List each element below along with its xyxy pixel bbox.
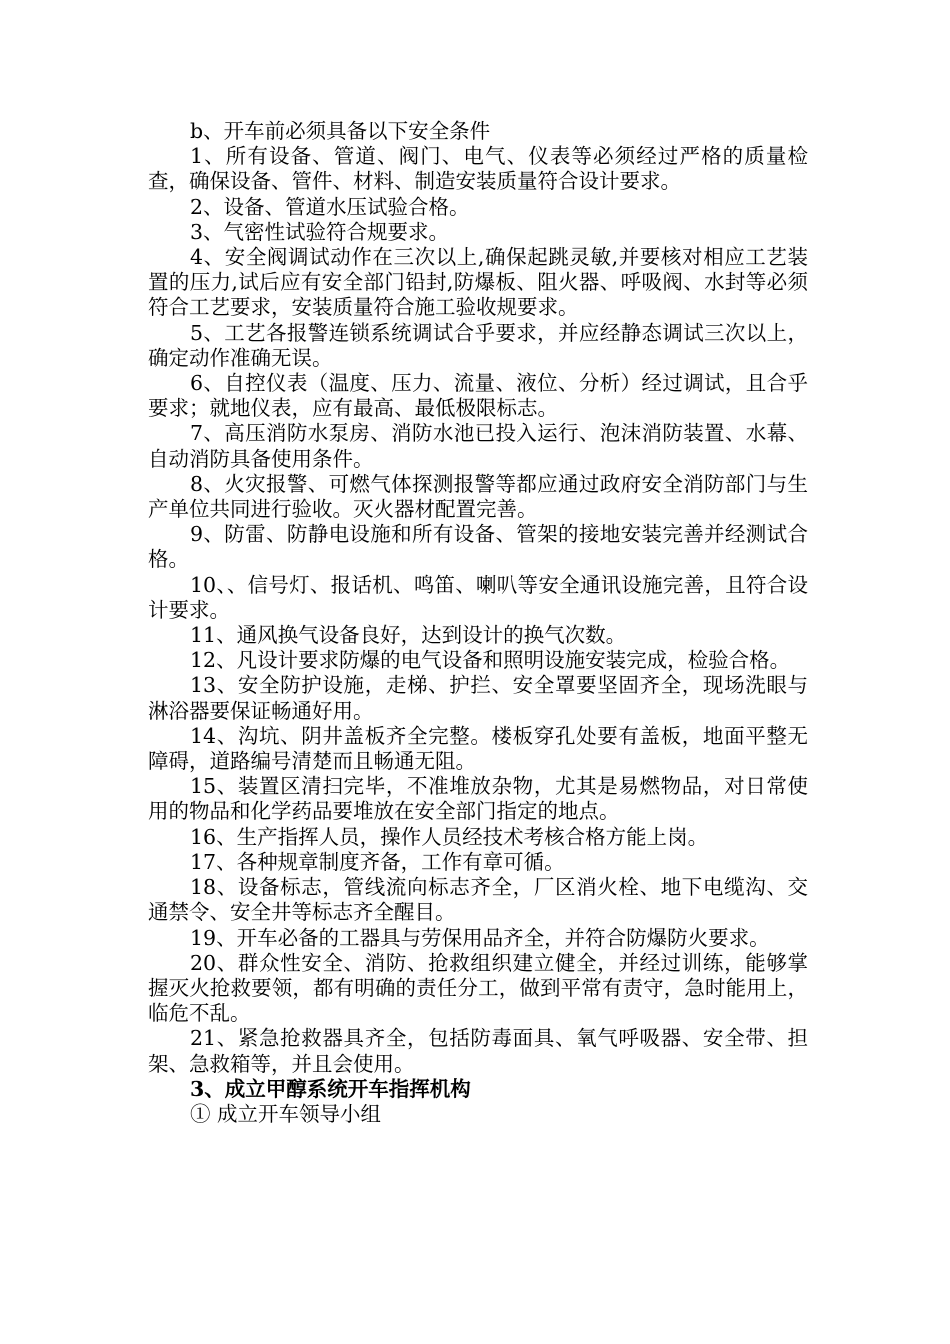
condition-item-9: 9、防雷、防静电设施和所有设备、管架的接地安装完善并经测试合格。 [148, 522, 808, 572]
condition-item-5: 5、工艺各报警连锁系统调试合乎要求，并应经静态调试三次以上，确定动作准确无误。 [148, 320, 808, 370]
condition-item-19: 19、开车必备的工器具与劳保用品齐全，并符合防爆防火要求。 [190, 925, 770, 950]
condition-item-12: 12、凡设计要求防爆的电气设备和照明设施安装完成，检验合格。 [190, 648, 791, 673]
section-heading: 3、成立甲醇系统开车指挥机构 [190, 1076, 471, 1101]
condition-item-6: 6、自控仪表（温度、压力、流量、液位、分析）经过调试，且合乎要求；就地仪表，应有最高、最低极限标志。 [148, 371, 808, 421]
condition-item-21: 21、紧急抢救器具齐全，包括防毒面具、氧气呼吸器、安全带、担架、急救箱等，并且会使用。 [148, 1026, 808, 1076]
condition-item-4: 4、安全阀调试动作在三次以上,确保起跳灵敏,并要核对相应工艺装置的压力,试后应有安全部门铅封,防爆板、阻火器、呼吸阀、水封等必须符合工艺要求，安装质量符合施工验收规要求。 [148, 245, 808, 320]
condition-item-3: 3、气密性试验符合规要求。 [190, 219, 450, 244]
condition-item-16: 16、生产指挥人员，操作人员经技术考核合格方能上岗。 [190, 824, 709, 849]
condition-item-8: 8、火灾报警、可燃气体探测报警等都应通过政府安全消防部门与生产单位共同进行验收。灭火器材配置完善。 [148, 471, 808, 522]
condition-item-15: 15、装置区清扫完毕，不准堆放杂物，尤其是易燃物品，对日常使用的物品和化学药品要堆放在安全部门指定的地点。 [148, 774, 808, 824]
condition-item-11: 11、通风换气设备良好，达到设计的换气次数。 [190, 623, 627, 648]
condition-item-2: 2、设备、管道水压试验合格。 [190, 194, 470, 219]
condition-item-10: 10、、信号灯、报话机、鸣笛、喇叭等安全通讯设施完善，且符合设计要求。 [148, 572, 808, 622]
sub-item: ① 成立开车领导小组 [190, 1101, 382, 1126]
intro-paragraph: b、开车前必须具备以下安全条件 [190, 119, 491, 143]
condition-item-18: 18、设备标志，管线流向标志齐全，厂区消火栓、地下电缆沟、交通禁令、安全井等标志齐全醒目。 [148, 875, 808, 925]
condition-item-17: 17、各种规章制度齐备，工作有章可循。 [190, 849, 565, 874]
condition-item-13: 13、安全防护设施，走梯、护拦、安全罩要坚固齐全，现场洗眼与淋浴器要保证畅通好用。 [148, 673, 808, 723]
condition-item-14: 14、沟坑、阴井盖板齐全完整。楼板穿孔处要有盖板，地面平整无障碍，道路编号清楚而且畅通无阻。 [148, 723, 808, 774]
document-body [148, 119, 808, 1127]
condition-item-20: 20、群众性安全、消防、抢救组织建立健全，并经过训练，能够掌握灭火抢救要领，都有明确的责任分工，做到平常有责守，急时能用上，临危不乱。 [148, 950, 808, 1026]
condition-item-1: 1、所有设备、管道、阀门、电气、仪表等必须经过严格的质量检查，确保设备、管件、材料、制造安装质量符合设计要求。 [148, 144, 808, 194]
condition-item-7: 7、高压消防水泵房、消防水池已投入运行、泡沫消防装置、水幕、自动消防具备使用条件。 [148, 421, 808, 471]
